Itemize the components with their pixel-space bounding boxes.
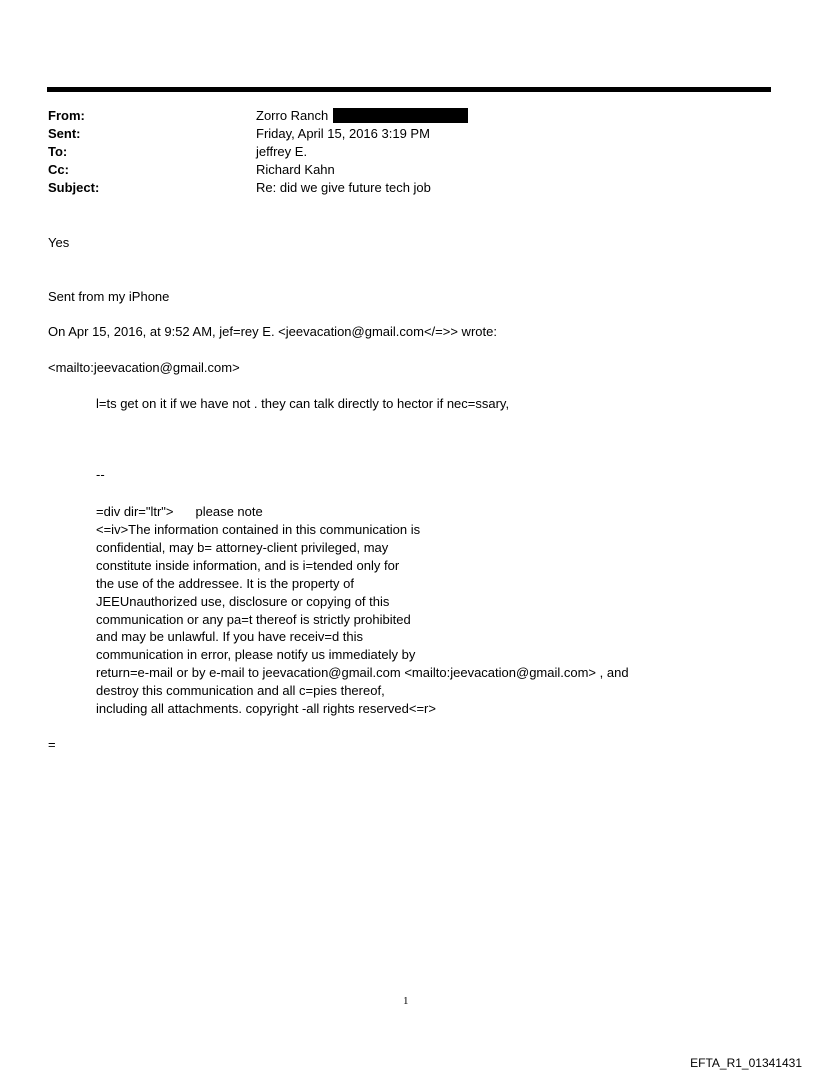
disclaimer-line: including all attachments. copyright -all rights reserved<=r>: [96, 701, 436, 716]
signature-text: Sent from my iPhone: [48, 289, 170, 304]
div-tag-text: =div dir="ltr">: [96, 504, 174, 519]
to-value: jeffrey E.: [256, 144, 308, 159]
disclaimer-line: <=iv>The information contained in this communication is: [96, 522, 421, 537]
from-name: Zorro Ranch: [256, 108, 329, 123]
quote-dashes: --: [96, 467, 105, 482]
reply-text: Yes: [48, 235, 70, 250]
please-note-text: please note: [195, 504, 263, 519]
trailing-char: =: [48, 737, 56, 752]
disclaimer-line: return=e-mail or by e-mail to jeevacation@gmail.com <mailto:jeevacation@gmail.com> , and: [96, 665, 629, 680]
page-number: 1: [403, 995, 409, 1007]
disclaimer-line: the use of the addressee. It is the property of: [96, 576, 354, 591]
quoted-message: l=ts get on it if we have not . they can talk directly to hector if nec=ssary,: [96, 396, 510, 411]
disclaimer-line: communication in error, please notify us immediately by: [96, 647, 416, 662]
sent-value: Friday, April 15, 2016 3:19 PM: [256, 126, 430, 141]
disclaimer-line: constitute inside information, and is i=tended only for: [96, 558, 400, 573]
disclaimer-line: and may be unlawful. If you have receiv=d this: [96, 629, 364, 644]
cc-label: Cc:: [48, 162, 69, 177]
disclaimer-line: confidential, may b= attorney-client privileged, may: [96, 540, 389, 555]
subject-value: Re: did we give future tech job: [256, 180, 431, 195]
disclaimer-line: JEEUnauthorized use, disclosure or copying of this: [96, 594, 390, 609]
cc-value: Richard Kahn: [256, 162, 335, 177]
disclaimer-line: destroy this communication and all c=pies thereof,: [96, 683, 385, 698]
document-id: EFTA_R1_01341431: [690, 1056, 802, 1070]
disclaimer-line: communication or any pa=t thereof is strictly prohibited: [96, 612, 411, 627]
redaction-box: [333, 108, 468, 123]
disclaimer-line-1: [96, 503, 263, 521]
to-label: To:: [48, 144, 68, 159]
sent-label: Sent:: [48, 126, 81, 141]
subject-label: Subject:: [48, 180, 100, 195]
mailto-line: <mailto:jeevacation@gmail.com>: [48, 360, 240, 375]
header-divider: [47, 87, 771, 92]
quote-intro: On Apr 15, 2016, at 9:52 AM, jef=rey E. <jeevacation@gmail.com</=>> wrote:: [48, 324, 497, 339]
from-value: [256, 107, 468, 125]
from-label: From:: [48, 108, 85, 123]
